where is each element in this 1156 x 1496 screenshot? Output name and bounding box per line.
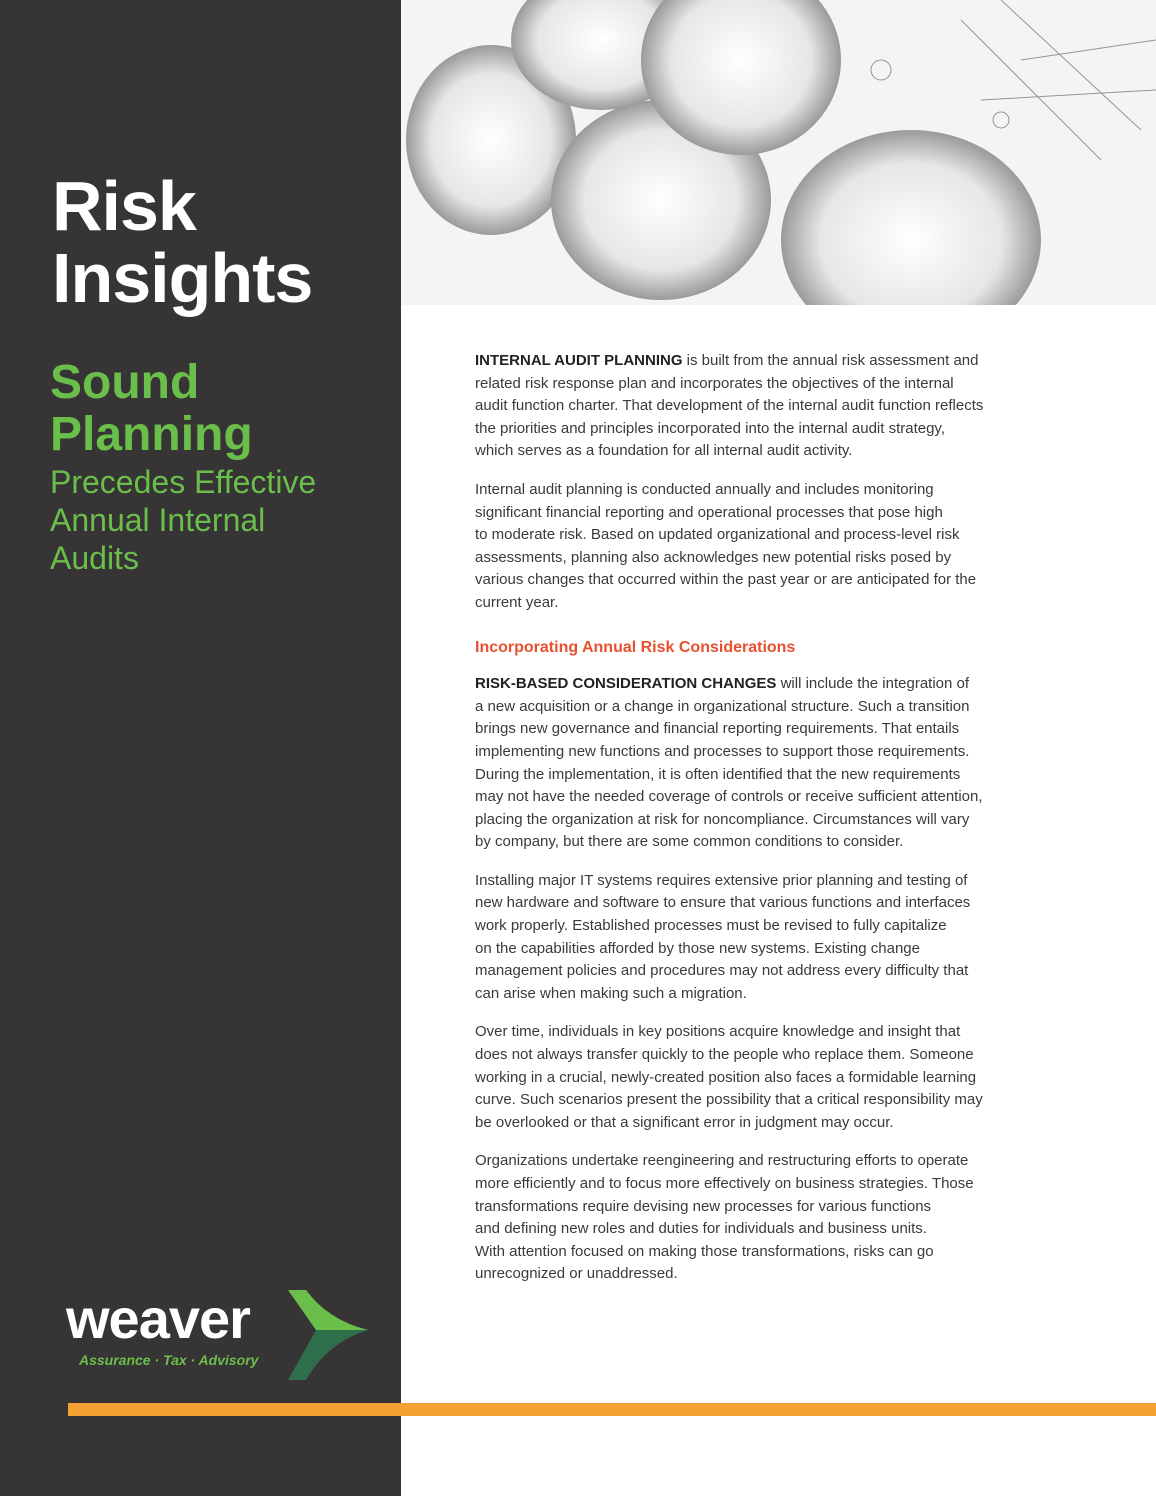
section-heading: Incorporating Annual Risk Considerations [475, 638, 796, 656]
subtitle-line: Planning [50, 408, 253, 461]
paragraph: Installing major IT systems requires extensive prior planning and testing of new hardware and software to ensure that various functions and interfaces work properly. Established processes must be revised to fully capitalize on the capabilities afforded by those new systems. Existing change management policies and procedures may not address every difficulty that can arise when making such a migration. [475, 871, 971, 1002]
logo-wordmark: weaver [66, 1287, 250, 1350]
arrow-chevron-icon [288, 1290, 370, 1380]
weaver-logo [66, 1288, 376, 1380]
paragraph: Internal audit planning is conducted annually and includes monitoring significant financial reporting and operational processes that pose high to moderate risk. Based on updated organizational and process-level risk assessments, planning also acknowledges new potential risks posed by various changes that occurred within the past year or are anticipated for the current year. [475, 480, 977, 611]
lead-in: INTERNAL AUDIT PLANNING [475, 352, 683, 369]
orange-divider-bar [68, 1403, 1156, 1416]
subtitle-bold [50, 357, 253, 461]
paragraph: Over time, individuals in key positions acquire knowledge and insight that does not always transfer quickly to the people who replace them. Someone working in a crucial, newly-created position also faces a formidable learning curve. Such scenarios present the possibility that a critical responsibility may be overlooked or that a significant error in judgment may occur. [475, 1023, 983, 1131]
paragraph [475, 350, 1075, 463]
title-line: Insights [52, 239, 313, 317]
article-body [475, 350, 1075, 1302]
page-title [52, 167, 313, 317]
paragraph: Organizations undertake reengineering and restructuring efforts to operate more efficiently and to focus more effectively on business strategies. Those transformations require devising new processes for various functions and defining new roles and duties for individuals and business units. With attention focused on making those transformations, risks can go unrecognized or unaddressed. [475, 1152, 974, 1283]
paragraph-text: will include the integration of a new acquisition or a change in organizational structure. Such a transition brings new governance and financial reporting requirements. That entails implementing new functions and processes to support those requirements. During the implementation, it is often identified that the new requirements may not have the needed coverage of controls or receive sufficient attention, placing the organization at risk for noncompliance. Circumstances will vary by company, but there are some common conditions to consider. [475, 675, 983, 851]
subtitle-line: Sound [50, 356, 200, 409]
logo-tagline: Assurance · Tax · Advisory [79, 1352, 259, 1368]
paragraph [475, 673, 1075, 854]
sidebar [0, 0, 401, 1496]
subtitle-light: Precedes Effective Annual Internal Audits [50, 464, 317, 576]
blueprint-rolls-image [401, 0, 1156, 305]
title-line: Risk [52, 167, 196, 245]
lead-in: RISK-BASED CONSIDERATION CHANGES [475, 675, 777, 693]
paragraph-text: is built from the annual risk assessment and related risk response plan and incorporates the objectives of the internal audit function charter. That development of the internal audit function reflects the priorities and principles incorporated into the internal audit strategy, which serves as a foundation for all internal audit activity. [475, 352, 984, 460]
